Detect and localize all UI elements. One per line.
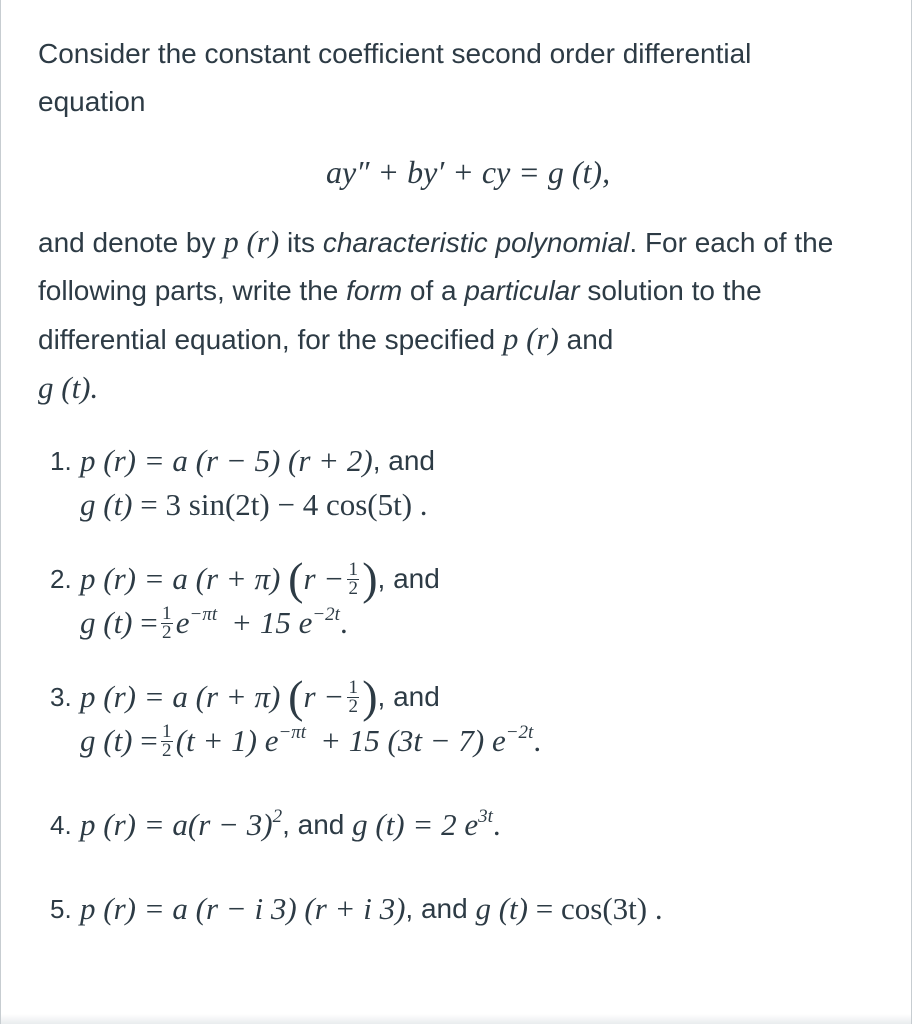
p-rhs-b: r − — [303, 679, 345, 714]
frac-den: 2 — [348, 695, 358, 717]
frac-num: 1 — [162, 602, 172, 624]
p-lhs: p (r) — [80, 807, 136, 842]
math-p-r: p (r) — [223, 224, 280, 259]
fraction-half — [161, 602, 173, 643]
problem-number: 1. — [50, 446, 72, 476]
math-p-r: p (r) — [502, 321, 559, 356]
p-rhs: = $a(r - 3)^2$ — [143, 806, 283, 842]
and-word: , and — [377, 681, 440, 712]
g-end: . — [492, 807, 501, 842]
problem-5 — [50, 887, 878, 931]
g-end: . — [533, 723, 542, 758]
frac-den: 2 — [162, 739, 172, 761]
fraction-half — [161, 720, 173, 761]
p-rhs: = a (r − 5) (r + 2) — [143, 443, 373, 478]
g-lhs: g (t) — [80, 605, 133, 640]
g-eq: = — [140, 605, 158, 640]
problem-3 — [50, 671, 878, 763]
text-segment: and denote by — [38, 227, 216, 258]
and-word: , and — [405, 893, 468, 924]
left-paren: ( — [288, 671, 304, 722]
frac-num: 1 — [348, 676, 358, 698]
fraction-half — [347, 676, 359, 717]
frac-num: 1 — [162, 720, 172, 742]
g-rhs-b: + 15 $e^{-2t}$ — [231, 604, 340, 640]
g-rhs: = 3 sin(2t) − 4 cos(5t) . — [140, 487, 428, 522]
text-segment: and — [566, 324, 614, 355]
g-rhs-a: $e^{-\pi t}$ — [175, 604, 218, 640]
and-word: , and — [372, 445, 435, 476]
p-rhs-a: = a (r + π) — [143, 561, 281, 596]
problem-number: 2. — [50, 564, 72, 594]
right-paren: ) — [362, 671, 378, 722]
p-lhs: p (r) — [80, 891, 136, 926]
g-lhs: g (t) — [475, 891, 528, 926]
g-rhs-b: + 15 (3t − 7) $e^{-2t}$ — [320, 722, 534, 758]
g-lhs: g (t) — [80, 723, 133, 758]
p-rhs-b: r − — [303, 561, 345, 596]
and-word: , and — [282, 809, 345, 840]
frac-num: 1 — [348, 558, 358, 580]
instructions-paragraph — [38, 218, 878, 413]
term-particular: particular — [464, 275, 580, 306]
fraction-half — [347, 558, 359, 599]
text-segment: . For each of the following parts, write the — [38, 227, 834, 306]
text-segment: of a — [409, 275, 457, 306]
g-end: . — [339, 605, 348, 640]
p-lhs: p (r) — [80, 679, 136, 714]
p-rhs-a: = a (r + π) — [143, 679, 281, 714]
p-rhs: = a (r − i 3) (r + i 3) — [143, 891, 406, 926]
left-paren: ( — [288, 553, 304, 604]
problem-number: 4. — [50, 810, 72, 840]
g-rhs: = 2 $e^{3t}$ — [412, 806, 493, 842]
main-equation: ay″ + by′ + cy = g (t), — [325, 154, 611, 190]
math-g-t: g (t). — [38, 370, 99, 405]
p-lhs: p (r) — [80, 443, 136, 478]
text-segment: its — [287, 227, 316, 258]
g-eq: = — [140, 723, 158, 758]
g-rhs: = cos(3t) . — [535, 891, 663, 926]
bottom-shadow — [1, 1014, 911, 1024]
text-segment: solution to the differential equation, for the specified — [38, 275, 762, 355]
problem-2 — [50, 553, 878, 645]
g-rhs-a: (t + 1) $e^{-\pi t}$ — [175, 722, 307, 758]
question-content — [38, 30, 878, 931]
problem-4 — [50, 803, 878, 847]
frac-den: 2 — [348, 577, 358, 599]
term-form: form — [346, 275, 403, 306]
intro-paragraph — [38, 30, 878, 126]
term-characteristic-polynomial: characteristic polynomial — [322, 227, 630, 258]
problem-number: 3. — [50, 682, 72, 712]
right-paren: ) — [362, 553, 378, 604]
problem-number: 5. — [50, 894, 72, 924]
and-word: , and — [377, 563, 440, 594]
p-lhs: p (r) — [80, 561, 136, 596]
problem-1 — [50, 439, 878, 527]
frac-den: 2 — [162, 621, 172, 643]
intro-line-2: equation — [38, 86, 146, 117]
intro-line-1: Consider the constant coefficient second order differential — [38, 38, 752, 69]
g-lhs: g (t) — [352, 807, 405, 842]
g-lhs: g (t) — [80, 487, 133, 522]
